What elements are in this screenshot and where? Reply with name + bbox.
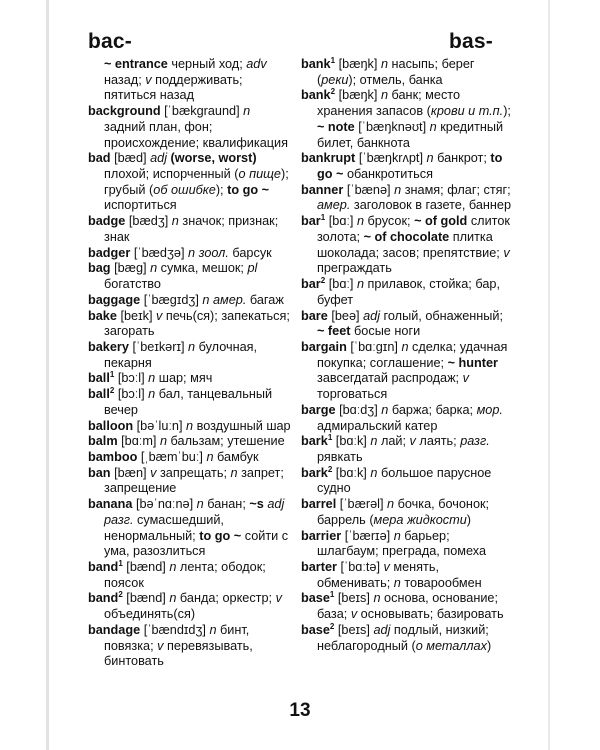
- page-edge-shadow: [548, 0, 550, 750]
- dictionary-entry: band$^2$ [bænd] n банда; оркестр; v объединять(ся): [88, 590, 282, 622]
- dictionary-entry: barrel [ˈbærəl] n бочка, бочонок; баррель (мера жидкости): [301, 497, 490, 527]
- dictionary-entry: bar$^2$ [bɑː] n прилавок, стойка; бар, буфет: [301, 276, 500, 307]
- dictionary-entry: banana [bəˈnɑːnə] n банан; ~s adj разг. сумасшедший, ненормальный; to go ~ сойти с ума, разозлиться: [88, 497, 289, 559]
- dictionary-entry: base$^1$ [beɪs] n основа, основание; база; v основывать; базировать: [301, 590, 504, 622]
- dictionary-entry: bank$^1$ [bæŋk] n насыпь; берег (реки); отмель, банка: [301, 56, 475, 87]
- dictionary-entry: bar$^1$ [bɑː] n брусок; ~ of gold слиток золота; ~ of chocolate плитка шоколада; засов; препятствие; v преграждать: [301, 213, 510, 276]
- right-column: [301, 57, 513, 654]
- dictionary-entry: background [ˈbækgraund] n задний план, фон; происхождение; квалификация: [88, 104, 289, 150]
- dictionary-entry: band$^1$ [bænd] n лента; ободок; поясок: [88, 559, 266, 590]
- dictionary-entry: bakery [ˈbeɪkərɪ] n булочная, пекарня: [88, 339, 258, 370]
- dictionary-entry: bark$^2$ [bɑːk] n большое парусное судно: [301, 464, 492, 496]
- dictionary-entry: ball$^2$ [bɔːl] n бал, танцевальный вечер: [88, 386, 273, 417]
- dictionary-entry: badger [ˈbædʒə] n зоол. барсук: [88, 245, 272, 260]
- page-number: 13: [289, 700, 311, 721]
- dictionary-entry: balm [bɑːm] n бальзам; утешение: [88, 434, 285, 449]
- dictionary-entry: ban [bæn] v запрещать; n запрет; запрещение: [88, 465, 284, 496]
- dictionary-entry: banner [ˈbænə] n знамя; флаг; стяг; амер. заголовок в газете, баннер: [301, 182, 512, 213]
- dictionary-entry: bandage [ˈbændɪdʒ] n бинт, повязка; v перевязывать, бинтовать: [88, 622, 253, 669]
- dictionary-entry: baggage [ˈbægɪdʒ] n амер. багаж: [88, 292, 284, 307]
- dictionary-entry: ~ entrance черный ход; adv назад; v поддерживать; пятиться назад: [104, 57, 267, 103]
- dictionary-entry: bag [bæg] n сумка, мешок; pl богатство: [88, 261, 258, 292]
- dictionary-entry: bake [beɪk] v печь(ся); запекаться; загорать: [88, 308, 290, 339]
- left-column: [88, 57, 294, 670]
- dictionary-entry: bank$^2$ [bæŋk] n банк; место хранения запасов (крови и т.п.); ~ note [ˈbæŋknəʊt] n кредитный билет, банкнота: [301, 87, 511, 150]
- dictionary-entry: badge [bædʒ] n значок; признак; знак: [88, 214, 279, 244]
- dictionary-entry: bare [beə] adj голый, обнаженный; ~ feet босые ноги: [301, 308, 504, 339]
- dictionary-entry: bark$^1$ [bɑːk] n лай; v лаять; разг. рявкать: [301, 433, 490, 464]
- dictionary-entry: bamboo [ˌbæmˈbuː] n бамбук: [88, 449, 259, 464]
- dictionary-entry: bad [bæd] adj (worse, worst) плохой; испорченный (о пище); грубый (об ошибке); to go ~ испортиться: [88, 151, 289, 213]
- dictionary-entry: ball$^1$ [bɔːl] n шар; мяч: [88, 370, 213, 386]
- binding-shadow: [46, 0, 49, 750]
- dictionary-entry: bargain [ˈbɑːgɪn] n сделка; удачная покупка; соглашение; ~ hunter завсегдатай распродаж; v торговаться: [301, 339, 508, 402]
- dictionary-entry: barge [bɑːdʒ] n баржа; барка; мор. адмиральский катер: [301, 402, 503, 433]
- dictionary-entry: bankrupt [ˈbæŋkrʌpt] n банкрот; to go ~ обанкротиться: [301, 151, 503, 182]
- dictionary-entry: base$^2$ [beɪs] adj подлый, низкий; неблагородный (о металлах): [301, 621, 492, 653]
- dictionary-entry: balloon [bəˈluːn] n воздушный шар: [88, 418, 291, 433]
- right-guide-word: bas-: [449, 30, 493, 53]
- left-guide-word: bac-: [88, 30, 132, 53]
- dictionary-entry: barter [ˈbɑːtə] v менять, обменивать; n товарообмен: [301, 560, 482, 590]
- dictionary-entry: barrier [ˈbærɪə] n барьер; шлагбаум; преграда, помеха: [301, 528, 487, 559]
